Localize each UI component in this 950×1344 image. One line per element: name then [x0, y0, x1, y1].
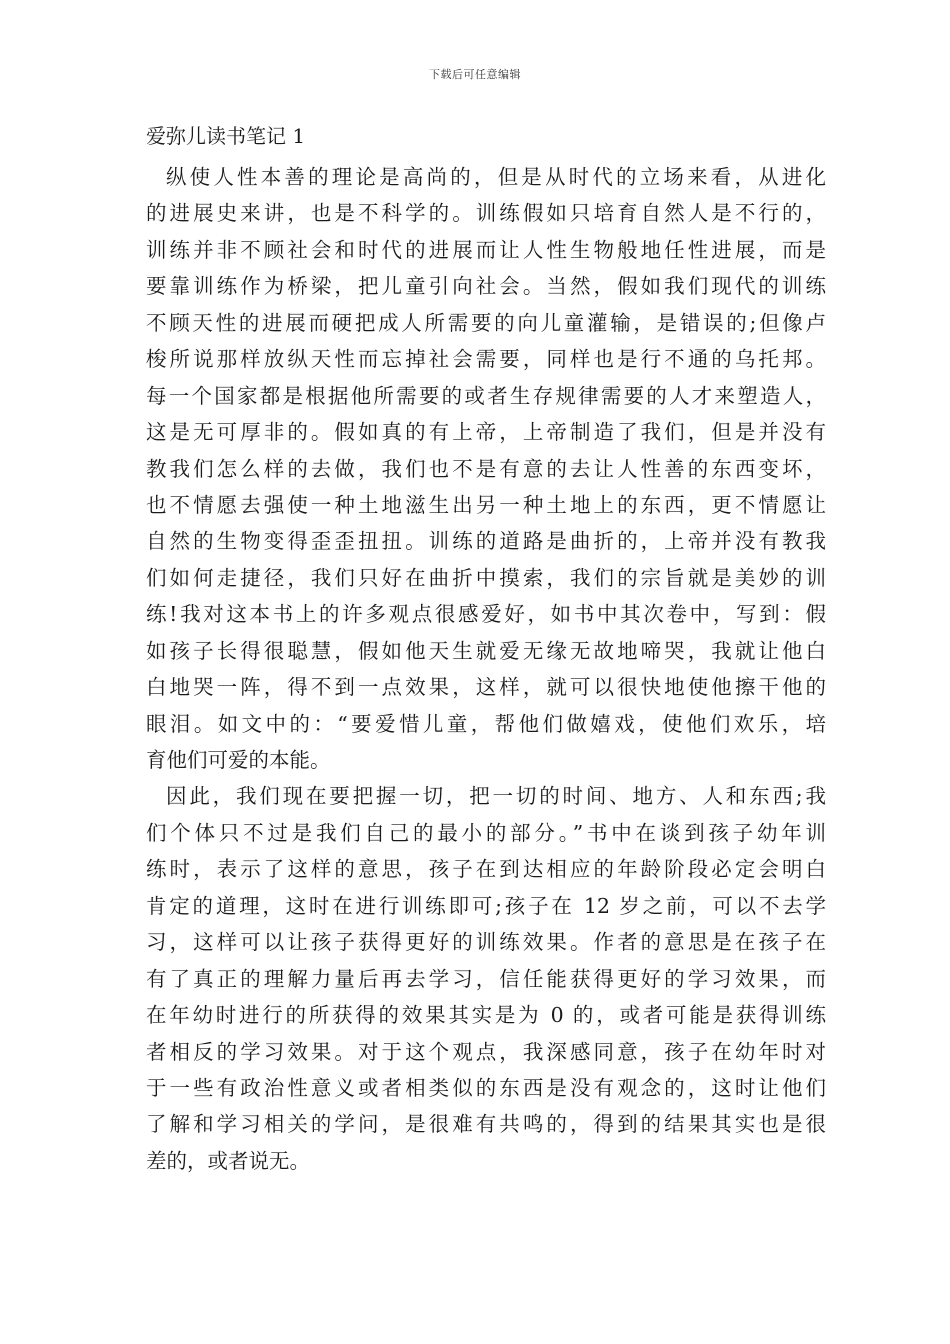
- paragraph-1-line: 教我们怎么样的去做，我们也不是有意的去让人性善的东西变坏，: [146, 456, 826, 481]
- paragraph-2-line: 于一些有政治性意义或者相类似的东西是没有观念的，这时让他们: [146, 1075, 826, 1100]
- paragraph-1-line: 也不情愿去强使一种土地滋生出另一种土地上的东西，更不情愿让: [146, 492, 826, 517]
- paragraph-2-line: 了解和学习相关的学问，是很难有共鸣的，得到的结果其实也是很: [146, 1112, 826, 1137]
- paragraph-2-line: 因此，我们现在要把握一切，把一切的时间、地方、人和东西;我: [166, 784, 826, 809]
- paragraph-1-line: 白地哭一阵，得不到一点效果，这样，就可以很快地使他擦干他的: [146, 675, 826, 700]
- paragraph-1-line: 每一个国家都是根据他所需要的或者生存规律需要的人才来塑造人，: [146, 383, 826, 408]
- paragraph-1-line: 要靠训练作为桥梁，把儿童引向社会。当然，假如我们现代的训练: [146, 274, 826, 299]
- paragraph-2-line: 在年幼时进行的所获得的效果其实是为 0 的，或者可能是获得训练: [146, 1003, 826, 1028]
- paragraph-1-line: 纵使人性本善的理论是高尚的，但是从时代的立场来看，从进化: [166, 165, 826, 189]
- paragraph-2-line: 习，这样可以让孩子获得更好的训练效果。作者的意思是在孩子在: [146, 930, 826, 955]
- document-body: [146, 159, 826, 1179]
- paragraph-2-line: 者相反的学习效果。对于这个观点，我深感同意，孩子在幼年时对: [146, 1039, 826, 1064]
- document-title: 爱弥儿读书笔记 1: [146, 124, 306, 148]
- paragraph-1-line: 育他们可爱的本能。: [146, 748, 331, 772]
- paragraph-2-line: 差的，或者说无。: [146, 1148, 310, 1173]
- paragraph-1-line: 训练并非不顾社会和时代的进展而让人性生物般地任性进展，而是: [146, 237, 826, 262]
- paragraph-1-line: 眼泪。如文中的：“要爱惜儿童，帮他们做嬉戏，使他们欢乐，培: [146, 711, 826, 736]
- page-header-note: 下载后可任意编辑: [429, 68, 521, 81]
- paragraph-1-line: 这是无可厚非的。假如真的有上帝，上帝制造了我们，但是并没有: [146, 420, 826, 445]
- paragraph-2-line: 练时，表示了这样的意思，孩子在到达相应的年龄阶段必定会明白: [146, 857, 826, 882]
- paragraph-1-line: 自然的生物变得歪歪扭扭。训练的道路是曲折的，上帝并没有教我: [146, 529, 826, 554]
- paragraph-1-line: 如孩子长得很聪慧，假如他天生就爱无缘无故地啼哭，我就让他白: [146, 638, 826, 663]
- paragraph-1-line: 的进展史来讲，也是不科学的。训练假如只培育自然人是不行的，: [146, 201, 826, 226]
- paragraph-1-line: 们如何走捷径，我们只好在曲折中摸索，我们的宗旨就是美妙的训: [146, 565, 826, 590]
- paragraph-2-line: 肯定的道理，这时在进行训练即可;孩子在 12 岁之前，可以不去学: [146, 893, 826, 918]
- paragraph-2-line: 有了真正的理解力量后再去学习，信任能获得更好的学习效果，而: [146, 966, 826, 991]
- paragraph-1-line: 练!我对这本书上的许多观点很感爱好，如书中其次卷中，写到：假: [146, 602, 826, 627]
- paragraph-1-line: 不顾天性的进展而硬把成人所需要的向儿童灌输，是错误的;但像卢: [146, 310, 826, 335]
- paragraph-2-line: 们个体只不过是我们自己的最小的部分。”书中在谈到孩子幼年训: [146, 820, 826, 845]
- paragraph-1-line: 梭所说那样放纵天性而忘掉社会需要，同样也是行不通的乌托邦。: [146, 347, 826, 372]
